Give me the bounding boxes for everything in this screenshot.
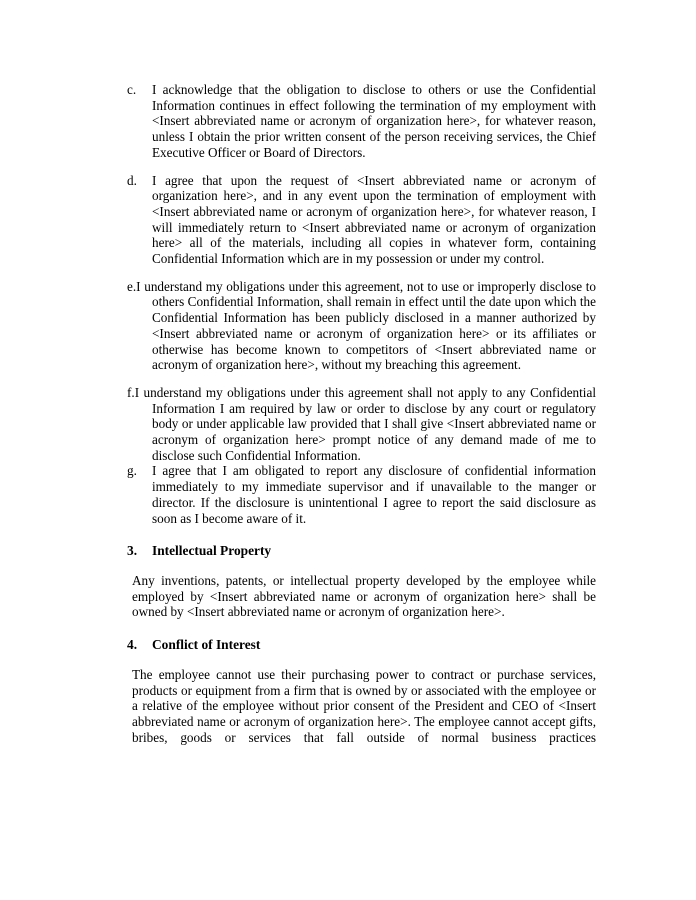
section-number: 3. bbox=[127, 543, 138, 559]
list-item bbox=[127, 279, 596, 373]
list-item-text: I agree that upon the request of <Insert abbreviated name or acronym of organization here>, and in any event upon the termination of employment with <Insert abbreviated name or acronym of organization here>, for whatever reason, I will immediately return to <Insert abbreviated name or acronym of organization here> all of the materials, including all copies in whatever form, containing Confidential Information which are in my possession or under my control. bbox=[152, 172, 596, 267]
section-body: The employee cannot use their purchasing power to contract or purchase services, products or equipment from a firm that is owned by or associated with the employee or a relative of the employee without prior consent of the President and CEO of <Insert abbreviated name or acronym of organization here>. The employee cannot accept gifts, bribes, goods or services that fall outside of normal business practices bbox=[132, 666, 596, 745]
section-number: 4. bbox=[127, 637, 138, 653]
list-item bbox=[127, 82, 596, 161]
list-item-marker: g. bbox=[127, 463, 137, 479]
list-item-text: I acknowledge that the obligation to disclose to others or use the Confidential Information continues in effect following the termination of my employment with <Insert abbreviated name or acronym of organization here>, for whatever reason, unless I obtain the prior written consent of the person receiving services, the Chief Executive Officer or Board of Directors. bbox=[152, 82, 596, 160]
section-heading bbox=[127, 543, 596, 559]
list-item-marker: f. bbox=[127, 384, 135, 400]
section-title: Intellectual Property bbox=[152, 543, 272, 559]
section-title: Conflict of Interest bbox=[152, 637, 261, 653]
section-body: Any inventions, patents, or intellectual property developed by the employee while employed by <Insert abbreviated name or acronym of organization here> shall be owned by <Insert abbreviated name or acronym of organization here>. bbox=[132, 572, 596, 620]
document-content bbox=[127, 82, 596, 761]
list-item-text: I understand my obligations under this agreement shall not apply to any Confidential Information I am required by law or order to disclose by any court or regulatory body or under applicable law provided that I shall give <Insert abbreviated name or acronym of organization here> prompt notice of any demand made of me to disclose such Confidential Information. bbox=[134, 384, 596, 463]
list-item bbox=[127, 463, 596, 526]
list-item-marker: e. bbox=[127, 278, 137, 294]
list-item-marker: c. bbox=[127, 82, 137, 97]
list-item-text: I understand my obligations under this agreement, not to use or improperly disclose to others Confidential Information, shall remain in effect until the date upon which the Confidential Information has been publicly disclosed in a manner authorized by <Insert abbreviated name or acronym of organization here> or its affiliates or otherwise has become known to competitors of <Insert abbreviated name or acronym of organization here>, without my breaching this agreement. bbox=[136, 278, 596, 373]
list-item-text: I agree that I am obligated to report any disclosure of confidential information immediately to my immediate supervisor and if unavailable to the manger or director. If the disclosure is unintentional I agree to report the said disclosure as soon as I become aware of it. bbox=[152, 463, 596, 526]
section-heading bbox=[127, 637, 596, 653]
list-item-marker: d. bbox=[127, 172, 137, 188]
list-item bbox=[127, 173, 596, 267]
list-item bbox=[127, 385, 596, 464]
